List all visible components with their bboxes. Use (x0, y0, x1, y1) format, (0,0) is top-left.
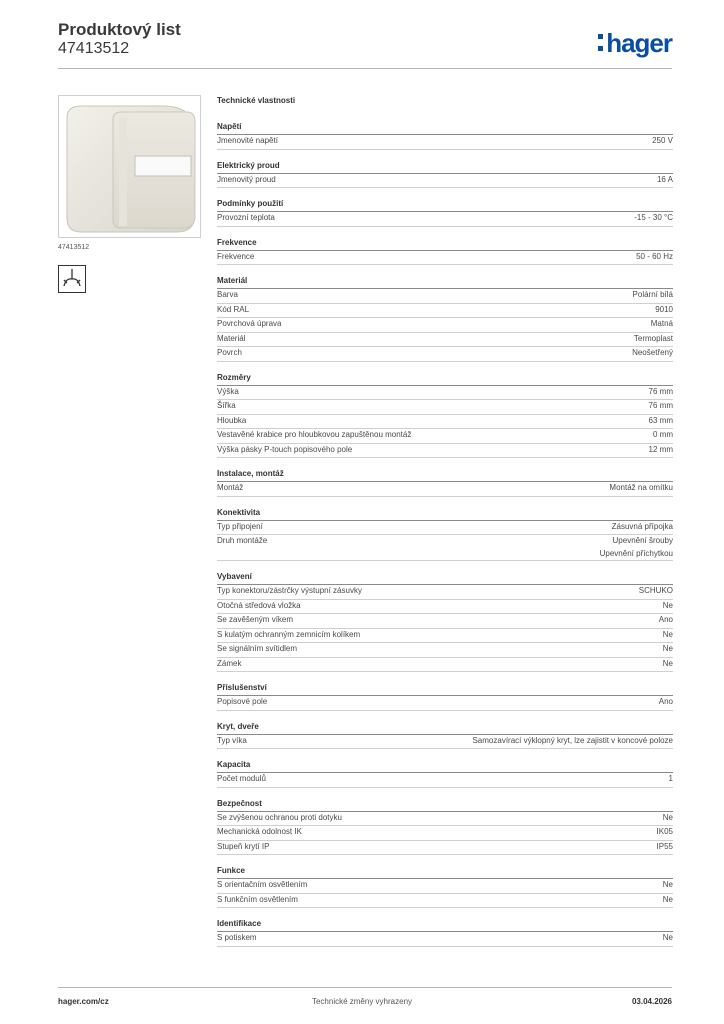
spec-label: Výška (217, 386, 239, 396)
spec-section-title: Rozměry (217, 373, 673, 386)
spec-value: Ne (662, 600, 673, 610)
specs-sections (217, 122, 673, 947)
spec-label: S potiskem (217, 933, 257, 942)
product-number: 47413512 (58, 40, 130, 57)
spec-value: Neošetřený (632, 348, 673, 357)
spec-section-title: Elektrický proud (217, 161, 673, 174)
spec-section (217, 276, 673, 362)
spec-section-title: Konektivita (217, 508, 673, 521)
spec-value: 1 (668, 774, 673, 783)
spec-value: IK05 (656, 827, 673, 836)
image-caption: 47413512 (58, 244, 90, 251)
spec-row (217, 400, 673, 415)
footer-divider (58, 987, 672, 988)
spec-row (217, 415, 673, 430)
spec-label: Montáž (217, 483, 244, 492)
spec-row (217, 643, 673, 658)
spec-section-title: Napětí (217, 122, 673, 135)
spec-row (217, 444, 673, 459)
spec-row (217, 429, 673, 444)
footer-notice: Technické změny vyhrazeny (311, 997, 413, 1006)
spec-value: Samozavírací výklopný kryt, lze zajistit v koncové poloze (472, 735, 673, 745)
spec-value: Polární bílá (632, 290, 673, 299)
spec-section (217, 199, 673, 227)
spec-label: Druh montáže (217, 536, 268, 545)
spec-label: Materiál (217, 333, 246, 343)
spec-label: Kód RAL (217, 304, 250, 314)
spec-section (217, 866, 673, 908)
spec-label: Počet modulů (217, 774, 266, 783)
hager-logo (598, 28, 672, 59)
spec-value: IP55 (656, 841, 673, 851)
specs-title: Technické vlastnosti (217, 96, 296, 105)
spec-label: Povrchová úprava (217, 319, 282, 328)
spec-value: 76 mm (648, 401, 673, 410)
spec-row (217, 658, 673, 673)
socket-outlet-picture (59, 96, 200, 237)
spec-value: 16 A (656, 174, 673, 184)
spec-value: Ne (662, 658, 673, 668)
spec-row (217, 826, 673, 841)
spec-label: Hloubka (217, 415, 247, 425)
spec-section (217, 572, 673, 672)
spec-label: Stupeň krytí IP (217, 841, 270, 851)
spec-label: Mechanická odolnost IK (217, 827, 302, 836)
spec-label: S funkčním osvětlením (217, 894, 298, 904)
spec-row (217, 212, 673, 227)
logo-text: hager (606, 28, 672, 58)
spec-label: Se zavěšeným víkem (217, 615, 294, 624)
spec-row (217, 521, 673, 536)
spec-section-title: Identifikace (217, 919, 673, 932)
spec-label: Typ připojení (217, 521, 263, 531)
spec-label: S orientačním osvětlením (217, 880, 308, 889)
spec-value: SCHUKO (638, 586, 673, 595)
spec-section (217, 722, 673, 750)
spec-section (217, 373, 673, 459)
spec-section-title: Kapacita (217, 760, 673, 773)
logo-dots-icon (598, 34, 603, 51)
spec-value: Ne (662, 644, 673, 653)
spec-section (217, 919, 673, 947)
spec-section-title: Frekvence (217, 238, 673, 251)
spec-section (217, 238, 673, 266)
spec-section-title: Bezpečnost (217, 799, 673, 812)
spec-section-title: Vybavení (217, 572, 673, 585)
spec-section-title: Podmínky použití (217, 199, 673, 212)
spec-section (217, 760, 673, 788)
spec-row (217, 879, 673, 894)
spec-row (217, 174, 673, 189)
spec-row (217, 696, 673, 711)
spec-row (217, 894, 673, 909)
spec-value: 63 mm (648, 415, 673, 425)
spec-value: 76 mm (648, 386, 673, 396)
surface-mount-symbol-icon (58, 265, 86, 293)
spec-row (217, 135, 673, 150)
spec-row (217, 614, 673, 629)
spec-row (217, 629, 673, 644)
spec-value: Zásuvná přípojka (611, 521, 673, 531)
spec-value: 12 mm (648, 444, 673, 454)
spec-value: 0 mm (653, 430, 673, 439)
spec-section-title: Příslušenství (217, 683, 673, 696)
spec-section (217, 122, 673, 150)
spec-value: Termoplast (633, 333, 673, 343)
spec-label: Se zvýšenou ochranou proti dotyku (217, 812, 342, 822)
spec-label: Povrch (217, 348, 242, 357)
spec-row (217, 289, 673, 304)
header-divider (58, 68, 672, 69)
spec-value: Ano (658, 615, 673, 624)
spec-row (217, 600, 673, 615)
spec-label: Popisové pole (217, 697, 268, 706)
spec-label: Zámek (217, 658, 242, 668)
spec-label: Šířka (217, 401, 236, 410)
spec-row (217, 735, 673, 750)
spec-label: S kulatým ochranným zemnicím kolíkem (217, 629, 361, 639)
spec-row (217, 585, 673, 600)
spec-section (217, 799, 673, 856)
spec-value: Ne (662, 629, 673, 639)
spec-row (217, 773, 673, 788)
spec-label: Typ víka (217, 735, 247, 745)
spec-label: Typ konektoru/zástrčky výstupní zásuvky (217, 586, 362, 595)
spec-section (217, 683, 673, 711)
spec-value: -15 - 30 °C (634, 213, 673, 222)
product-image (58, 95, 201, 238)
spec-value: Ano (658, 697, 673, 706)
spec-label: Výška pásky P-touch popisového pole (217, 444, 353, 454)
spec-value: 250 V (652, 136, 673, 145)
spec-section-title: Materiál (217, 276, 673, 289)
spec-label: Jmenovitý proud (217, 174, 276, 184)
spec-value: Ne (662, 880, 673, 889)
spec-label: Se signálním svítidlem (217, 644, 298, 653)
spec-row (217, 841, 673, 856)
spec-value: 50 - 60 Hz (636, 251, 673, 261)
spec-label: Otočná středová vložka (217, 600, 301, 610)
spec-row (217, 251, 673, 266)
spec-row (217, 812, 673, 827)
spec-label: Jmenovité napětí (217, 136, 278, 145)
spec-value: Montáž na omítku (609, 483, 673, 492)
spec-row (217, 535, 673, 561)
spec-section-title: Kryt, dveře (217, 722, 673, 735)
spec-value: Matná (650, 319, 673, 328)
spec-row (217, 932, 673, 947)
spec-label: Barva (217, 290, 238, 299)
spec-section (217, 161, 673, 189)
footer-date: 03.04.2026 (631, 997, 672, 1006)
spec-section (217, 508, 673, 562)
spec-section-title: Instalace, montáž (217, 469, 673, 482)
spec-row (217, 386, 673, 401)
footer-website: hager.com/cz (58, 997, 109, 1006)
page-title: Produktový list (58, 20, 181, 39)
spec-label: Provozní teplota (217, 213, 275, 222)
spec-row (217, 482, 673, 497)
spec-row (217, 333, 673, 348)
spec-label: Frekvence (217, 251, 255, 261)
spec-section (217, 469, 673, 497)
spec-value: Ne (662, 812, 673, 822)
spec-value: Ne (662, 933, 673, 942)
spec-section-title: Funkce (217, 866, 673, 879)
spec-value: 9010 (655, 304, 673, 314)
spec-row (217, 304, 673, 319)
technical-specs (217, 96, 673, 958)
spec-value: Ne (662, 894, 673, 904)
spec-row (217, 318, 673, 333)
spec-row (217, 347, 673, 362)
spec-value: Upevnění šrouby Upevnění příchytkou (599, 536, 673, 558)
spec-label: Vestavěné krabice pro hloubkovou zapuštěnou montáž (217, 430, 412, 439)
